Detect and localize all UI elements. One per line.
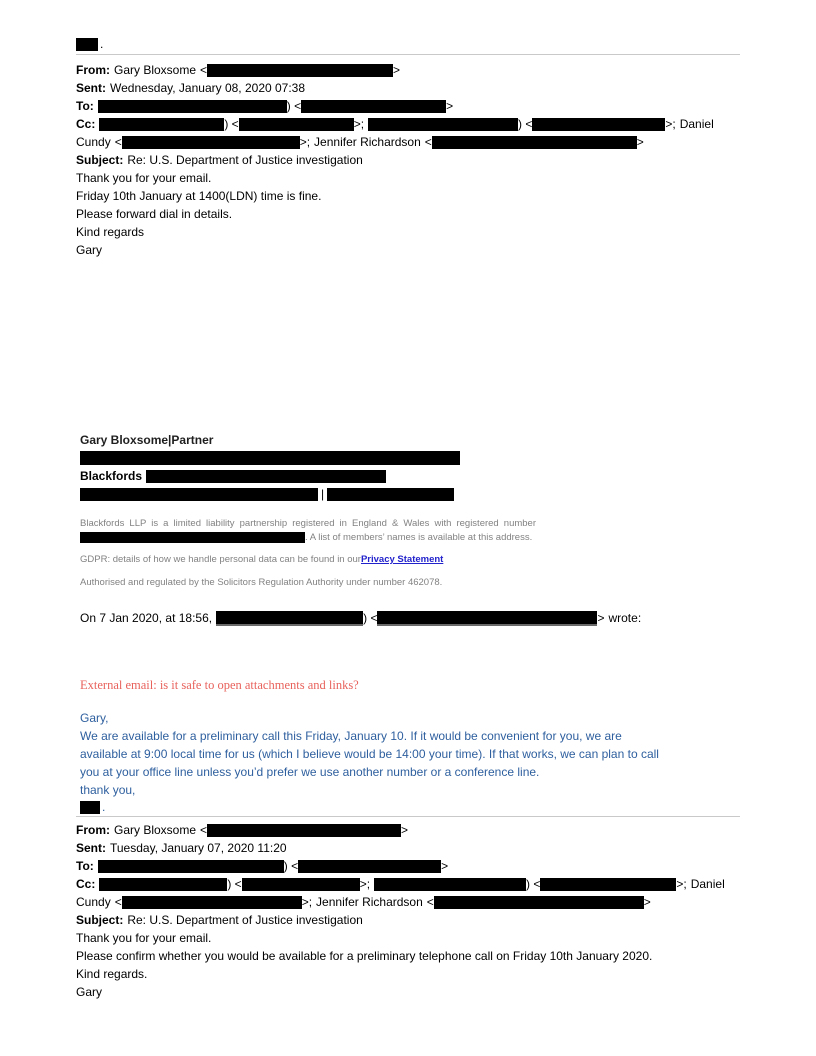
gt-semi: >; bbox=[359, 877, 371, 891]
angle-open: < bbox=[114, 895, 122, 909]
cc-label: Cc: bbox=[76, 877, 96, 891]
redacted-sender-address bbox=[377, 611, 597, 626]
quoted-intro-prefix: On 7 Jan 2020, at 18:56, bbox=[80, 611, 213, 625]
signature-name-title: Gary Bloxsome|Partner bbox=[80, 433, 214, 447]
email1-sent-line bbox=[76, 79, 740, 97]
paren-angle: ) < bbox=[286, 99, 302, 113]
from-name: Gary Bloxsome bbox=[114, 63, 197, 77]
email1-body-line: Thank you for your email. bbox=[76, 171, 212, 185]
redacted-cc-address-3 bbox=[122, 136, 300, 149]
redacted-phone bbox=[80, 488, 318, 501]
reply-line: you at your office line unless you’d prefer we use another number or a conference line. bbox=[80, 765, 540, 779]
paren-angle: ) < bbox=[518, 117, 533, 131]
disclaimer-text-after: . A list of members’ names is available at this address. bbox=[305, 531, 533, 543]
gt-semi: >; bbox=[353, 117, 365, 131]
email2-body-line: Kind regards. bbox=[76, 967, 148, 981]
sent-label: Sent: bbox=[76, 81, 106, 95]
redacted-website bbox=[327, 488, 454, 501]
redacted-to-name bbox=[98, 860, 284, 873]
gdpr-text: GDPR: details of how we handle personal data can be found in our bbox=[80, 554, 361, 565]
cc-name-jennifer: Jennifer Richardson bbox=[316, 895, 423, 909]
email1-from-line bbox=[76, 61, 740, 79]
separator-rule bbox=[76, 54, 740, 55]
angle-close: > bbox=[597, 611, 605, 625]
redacted-registered-number bbox=[80, 532, 305, 543]
redacted-to-address bbox=[301, 100, 446, 113]
angle-close: > bbox=[636, 135, 644, 149]
email1-body-line: Kind regards bbox=[76, 225, 145, 239]
email2-body-line: Gary bbox=[76, 985, 103, 999]
redacted-cc-address-4 bbox=[432, 136, 637, 149]
signature-redacted-row-1 bbox=[76, 449, 740, 467]
email1-body-line: Please forward dial in details. bbox=[76, 207, 233, 221]
redacted-signature-address bbox=[80, 451, 460, 465]
llp-disclaimer bbox=[76, 517, 536, 544]
redacted-from-address bbox=[207, 824, 401, 837]
redacted-cc-name-1 bbox=[99, 118, 224, 131]
cc-name-daniel: Daniel bbox=[690, 877, 725, 891]
sra-line: Authorised and regulated by the Solicitors Regulation Authority under number 462078. bbox=[80, 576, 443, 588]
external-email-warning: External email: is it safe to open attachments and links? bbox=[80, 678, 359, 692]
email1-cc-line1 bbox=[76, 115, 740, 133]
email2-to-line bbox=[76, 857, 740, 875]
redacted-sender-name bbox=[216, 611, 363, 626]
paren-angle: ) < bbox=[363, 611, 378, 625]
email2-body-line: Please confirm whether you would be available for a preliminary telephone call on Friday 10th January 2020. bbox=[76, 949, 653, 963]
to-label: To: bbox=[76, 859, 94, 873]
angle-open: < bbox=[200, 823, 208, 837]
separator-rule bbox=[76, 816, 740, 817]
redacted-cc-address-2 bbox=[540, 878, 676, 891]
paren-angle: ) < bbox=[526, 877, 541, 891]
gt-semi: >; bbox=[299, 135, 311, 149]
sent-value: Tuesday, January 07, 2020 11:20 bbox=[110, 841, 287, 855]
redacted-cc-name-1 bbox=[99, 878, 227, 891]
redacted-cc-address-1 bbox=[242, 878, 360, 891]
redacted-firm-detail bbox=[146, 470, 386, 483]
redacted-cc-name-2 bbox=[374, 878, 526, 891]
reply-line: We are available for a preliminary call this Friday, January 10. If it would be convenient for you, we are bbox=[80, 729, 622, 743]
cc-name-jennifer: Jennifer Richardson bbox=[314, 135, 421, 149]
angle-open: < bbox=[426, 895, 434, 909]
signature-redacted-row-2 bbox=[76, 485, 740, 503]
email2-cc-line1 bbox=[76, 875, 740, 893]
email2-from-line bbox=[76, 821, 740, 839]
email2-sent-line bbox=[76, 839, 740, 857]
quoted-intro-suffix: wrote: bbox=[608, 611, 642, 625]
angle-close: > bbox=[441, 859, 449, 873]
paren-angle: ) < bbox=[224, 117, 239, 131]
sent-value: Wednesday, January 08, 2020 07:38 bbox=[110, 81, 306, 95]
angle-close: > bbox=[643, 895, 651, 909]
redacted-to-name bbox=[98, 100, 287, 113]
reply-line: Gary, bbox=[80, 711, 109, 725]
salutation-period: . bbox=[100, 37, 104, 51]
gdpr-line bbox=[76, 553, 740, 567]
email1-subject-line bbox=[76, 151, 740, 169]
angle-open: < bbox=[424, 135, 432, 149]
reply-message bbox=[76, 709, 740, 815]
gt-semi: >; bbox=[301, 895, 313, 909]
cc-name-cundy: Cundy bbox=[76, 895, 111, 909]
to-label: To: bbox=[76, 99, 94, 113]
redacted-to-address bbox=[298, 860, 441, 873]
cc-name-cundy: Cundy bbox=[76, 135, 111, 149]
angle-close: > bbox=[393, 63, 401, 77]
email1-cc-line2 bbox=[76, 133, 740, 151]
reply-signoff-line bbox=[80, 799, 740, 815]
reply-line: available at 9:00 local time for us (which I believe would be 14:00 your time). If that works, we can plan to call bbox=[80, 747, 659, 761]
firm-name: Blackfords bbox=[80, 469, 143, 483]
cc-name-daniel: Daniel bbox=[679, 117, 714, 131]
redacted-signoff-name bbox=[80, 801, 100, 814]
privacy-statement-link[interactable]: Privacy Statement bbox=[360, 554, 444, 565]
pipe-separator: | bbox=[321, 487, 325, 501]
email1-body-line: Friday 10th January at 1400(LDN) time is fine. bbox=[76, 189, 322, 203]
email1-to-line bbox=[76, 97, 740, 115]
from-label: From: bbox=[76, 63, 110, 77]
redacted-cc-address-2 bbox=[532, 118, 665, 131]
subject-label: Subject: bbox=[76, 913, 124, 927]
gt-semi: >; bbox=[665, 117, 676, 131]
quoted-intro-line bbox=[76, 609, 740, 627]
reply-signoff-period: . bbox=[102, 800, 106, 814]
signature-firm-line bbox=[76, 467, 740, 485]
email2-subject-line bbox=[76, 911, 740, 929]
email1-body-line: Gary bbox=[76, 243, 103, 257]
redacted-from-address bbox=[207, 64, 393, 77]
paren-angle: ) < bbox=[283, 859, 299, 873]
gt-semi: >; bbox=[676, 877, 687, 891]
disclaimer-text-before: Blackfords LLP is a limited liability partnership registered in England & Wales with registered number bbox=[80, 518, 536, 529]
subject-value: Re: U.S. Department of Justice investigation bbox=[127, 913, 363, 927]
from-label: From: bbox=[76, 823, 110, 837]
email2-body-line: Thank you for your email. bbox=[76, 931, 212, 945]
subject-label: Subject: bbox=[76, 153, 124, 167]
email2-cc-line2 bbox=[76, 893, 740, 911]
redacted-cc-name-2 bbox=[368, 118, 518, 131]
redacted-salutation-name bbox=[76, 38, 98, 51]
salutation-line bbox=[76, 37, 740, 51]
cc-label: Cc: bbox=[76, 117, 96, 131]
angle-close: > bbox=[401, 823, 409, 837]
redacted-cc-address-3 bbox=[122, 896, 302, 909]
redacted-cc-address-1 bbox=[239, 118, 354, 131]
reply-line: thank you, bbox=[80, 783, 136, 797]
subject-value: Re: U.S. Department of Justice investigation bbox=[127, 153, 363, 167]
paren-angle: ) < bbox=[227, 877, 242, 891]
angle-open: < bbox=[114, 135, 122, 149]
angle-open: < bbox=[200, 63, 208, 77]
sent-label: Sent: bbox=[76, 841, 106, 855]
angle-close: > bbox=[446, 99, 454, 113]
redacted-cc-address-4 bbox=[434, 896, 644, 909]
from-name: Gary Bloxsome bbox=[114, 823, 197, 837]
